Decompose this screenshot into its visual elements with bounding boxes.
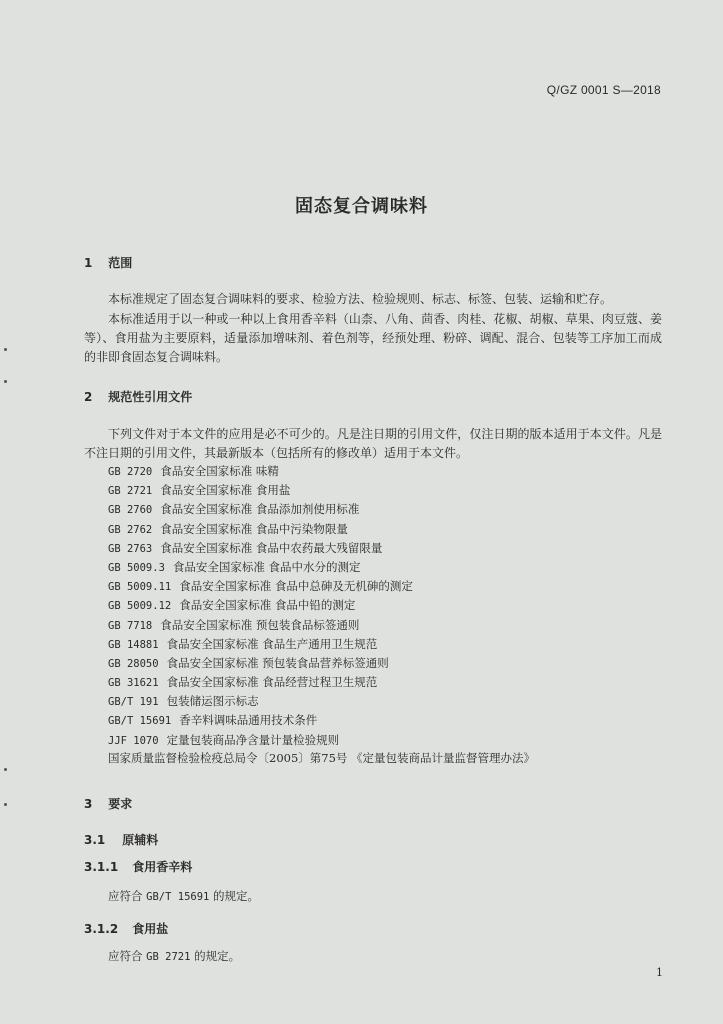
reference-item	[108, 577, 413, 596]
references-intro	[84, 425, 662, 463]
reference-title: 食品安全国家标准 食品中总砷及无机砷的测定	[179, 579, 413, 594]
reference-title: 定量包装商品净含量计量检验规则	[166, 732, 340, 747]
section-title: 要求	[108, 797, 133, 811]
reference-list	[108, 462, 413, 750]
reference-code: GB 2720	[108, 466, 153, 478]
reference-item	[108, 616, 413, 635]
reference-code: GB 7718	[108, 619, 153, 632]
reference-title: 食品安全国家标准 食品中污染物限量	[160, 521, 348, 536]
reference-item	[108, 558, 413, 577]
section-number: 3.1.1	[84, 860, 119, 874]
reference-item	[108, 500, 413, 519]
reference-item	[108, 462, 413, 481]
section-title: 食用盐	[132, 922, 169, 936]
reference-code: GB 5009.12	[108, 600, 172, 613]
scope-paragraph-2	[84, 310, 662, 367]
section-number: 1	[84, 256, 93, 270]
reference-code: JJF 1070	[108, 734, 159, 747]
reference-item	[108, 711, 413, 730]
scan-mark	[4, 768, 7, 771]
section-number: 2	[84, 390, 93, 404]
reference-title: 食品安全国家标准 食品添加剂使用标准	[160, 502, 360, 517]
section-title: 原辅料	[122, 833, 159, 847]
reference-item	[108, 481, 413, 500]
decree-reference: 国家质量监督检验检疫总局令〔2005〕第75号 《定量包装商品计量监督管理办法》	[108, 751, 536, 765]
reference-title: 食品安全国家标准 食品经营过程卫生规范	[166, 675, 378, 690]
section-3-1-heading	[84, 831, 158, 848]
reference-code: GB 5009.11	[108, 581, 172, 594]
reference-title: 食品安全国家标准 食品中水分的测定	[172, 559, 361, 574]
reference-item	[108, 673, 413, 692]
document-title: 固态复合调味料	[295, 196, 428, 217]
section-number: 3.1.2	[84, 922, 119, 936]
reference-item	[108, 692, 413, 711]
reference-title: 食品安全国家标准 预包装食品营养标签通则	[166, 655, 389, 670]
reference-code: GB/T 191	[108, 696, 159, 709]
section-3-1-1-heading	[84, 858, 192, 875]
requirement-3-1-1-text: 应符合 GB/T 15691 的规定。	[108, 889, 260, 903]
paragraph-text: 本标准适用于以一种或一种以上食用香辛料（山柰、八角、茴香、肉桂、花椒、胡椒、草果、肉豆蔻、姜等）、食用盐为主要原料，适量添加增味剂、着色剂等，经预处理、粉碎、调配、混合、包装等工序加工而成的非即食固态复合调味料。	[84, 312, 662, 364]
reference-title: 食品安全国家标准 食品中农药最大残留限量	[160, 540, 383, 555]
scan-mark	[4, 348, 7, 351]
section-3-1-2-heading	[84, 920, 168, 937]
reference-code: GB 28050	[108, 657, 159, 670]
reference-code: GB 2760	[108, 504, 153, 517]
reference-title: 食品安全国家标准 食用盐	[160, 483, 291, 498]
reference-item	[108, 520, 413, 539]
paragraph-text: 本标准规定了固态复合调味料的要求、检验方法、检验规则、标志、标签、包装、运输和贮存。	[108, 292, 613, 306]
reference-title: 食品安全国家标准 味精	[160, 464, 279, 478]
section-title: 范围	[108, 256, 133, 270]
reference-code: GB 31621	[108, 677, 159, 690]
reference-code: GB 2762	[108, 523, 153, 536]
section-title: 食用香辛料	[132, 860, 193, 874]
reference-title: 包装储运图示标志	[166, 694, 259, 709]
reference-item	[108, 539, 413, 558]
reference-title: 食品安全国家标准 预包装食品标签通则	[160, 617, 360, 632]
section-2-heading	[84, 388, 192, 405]
scope-paragraph-1	[84, 290, 662, 309]
standard-code: Q/GZ 0001 S—2018	[546, 83, 661, 97]
reference-title: 香辛料调味品通用技术条件	[179, 713, 318, 728]
reference-code: GB 2763	[108, 542, 153, 555]
reference-code: GB 5009.3	[108, 561, 165, 574]
scan-mark	[4, 380, 7, 383]
reference-code: GB 14881	[108, 638, 159, 651]
reference-item	[108, 654, 413, 673]
section-number: 3	[84, 797, 93, 811]
reference-item	[108, 635, 413, 654]
section-1-heading	[84, 254, 132, 271]
scan-mark	[4, 803, 7, 806]
section-3-heading	[84, 795, 132, 812]
requirement-3-1-2-text: 应符合 GB 2721 的规定。	[108, 949, 241, 963]
reference-item	[108, 596, 413, 615]
reference-title: 食品安全国家标准 食品中铅的测定	[179, 598, 356, 613]
reference-item	[108, 731, 413, 750]
reference-code: GB/T 15691	[108, 715, 172, 728]
paragraph-text: 下列文件对于本文件的应用是必不可少的。凡是注日期的引用文件，仅注日期的版本适用于本文件。凡是不注日期的引用文件，其最新版本（包括所有的修改单）适用于本文件。	[84, 427, 662, 460]
page-number: 1	[656, 966, 663, 979]
section-number: 3.1	[84, 833, 106, 847]
reference-title: 食品安全国家标准 食品生产通用卫生规范	[166, 636, 378, 651]
section-title: 规范性引用文件	[108, 390, 193, 404]
reference-code: GB 2721	[108, 485, 153, 498]
